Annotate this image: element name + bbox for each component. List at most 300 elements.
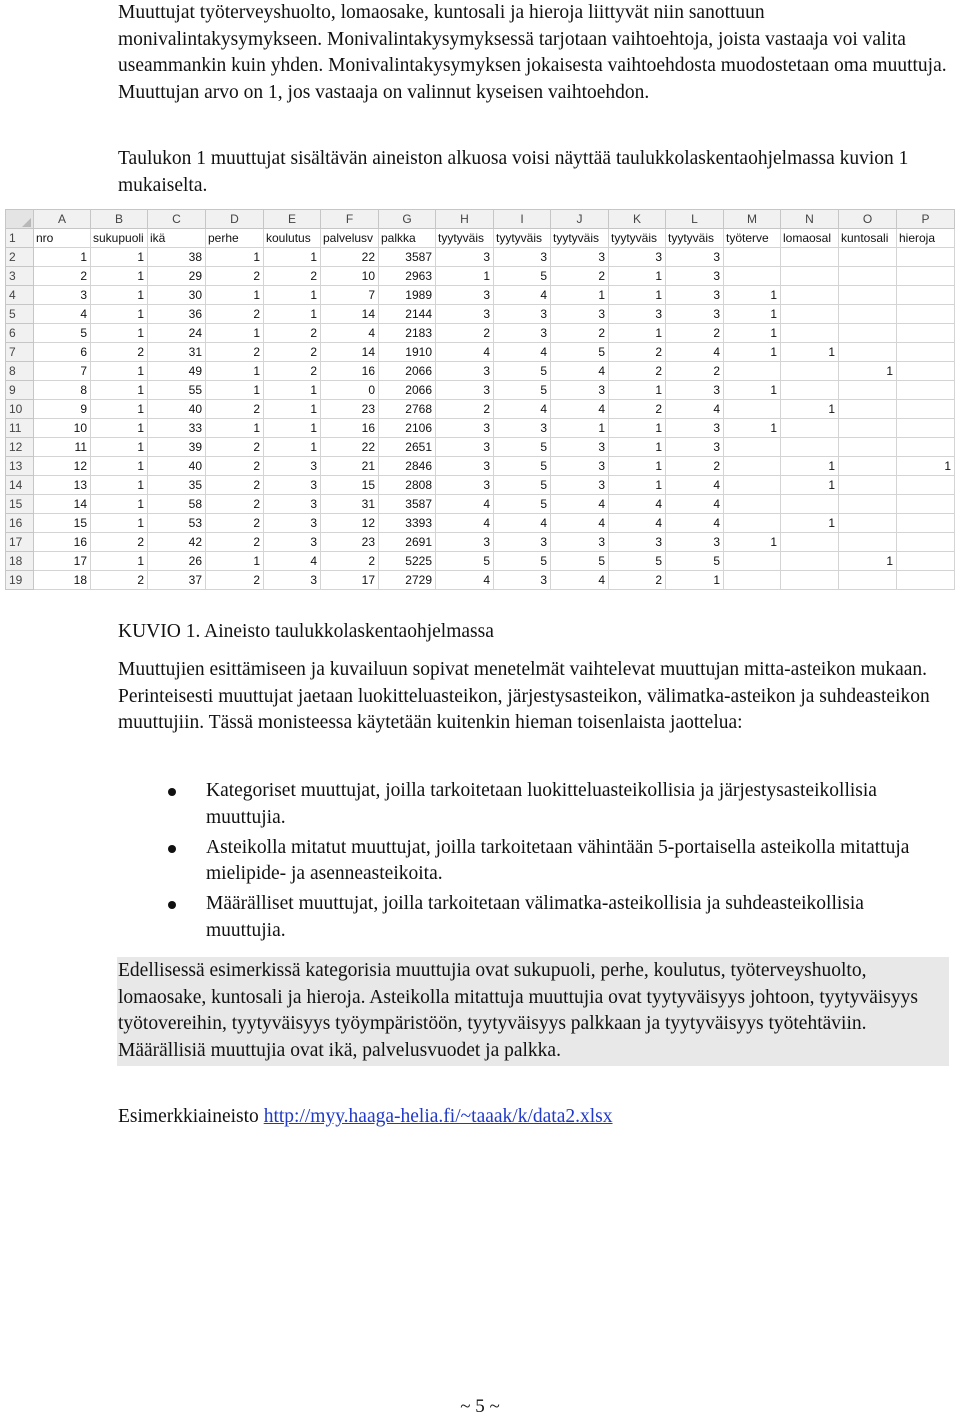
header-cell[interactable]: palkka — [379, 229, 436, 248]
data-cell[interactable]: 2 — [206, 343, 264, 362]
column-header-n[interactable]: N — [781, 210, 839, 229]
data-cell[interactable]: 23 — [321, 400, 379, 419]
data-cell[interactable] — [839, 324, 897, 343]
data-cell[interactable]: 1 — [781, 400, 839, 419]
data-cell[interactable]: 14 — [34, 495, 91, 514]
row-number[interactable]: 13 — [6, 457, 34, 476]
data-cell[interactable]: 1 — [91, 419, 148, 438]
data-cell[interactable]: 1 — [34, 248, 91, 267]
data-cell[interactable] — [839, 381, 897, 400]
data-cell[interactable]: 5 — [494, 267, 551, 286]
data-cell[interactable]: 3 — [551, 533, 609, 552]
data-cell[interactable]: 1 — [91, 362, 148, 381]
data-cell[interactable]: 3 — [264, 514, 321, 533]
data-cell[interactable] — [839, 476, 897, 495]
data-cell[interactable]: 2 — [91, 571, 148, 590]
header-cell[interactable]: perhe — [206, 229, 264, 248]
column-header-l[interactable]: L — [666, 210, 724, 229]
row-number[interactable]: 8 — [6, 362, 34, 381]
data-cell[interactable]: 4 — [666, 343, 724, 362]
data-cell[interactable] — [897, 267, 955, 286]
data-cell[interactable]: 6 — [34, 343, 91, 362]
data-cell[interactable]: 1 — [264, 400, 321, 419]
data-cell[interactable] — [781, 286, 839, 305]
data-cell[interactable]: 39 — [148, 438, 206, 457]
data-cell[interactable]: 1 — [551, 286, 609, 305]
data-cell[interactable]: 1 — [91, 381, 148, 400]
header-cell[interactable]: tyytyväis — [436, 229, 494, 248]
row-number[interactable]: 3 — [6, 267, 34, 286]
data-cell[interactable]: 2 — [436, 324, 494, 343]
data-cell[interactable] — [839, 305, 897, 324]
data-cell[interactable]: 1 — [839, 362, 897, 381]
data-cell[interactable]: 4 — [551, 571, 609, 590]
data-cell[interactable] — [897, 476, 955, 495]
data-cell[interactable]: 5 — [494, 476, 551, 495]
data-cell[interactable]: 2808 — [379, 476, 436, 495]
data-cell[interactable]: 49 — [148, 362, 206, 381]
row-number[interactable]: 12 — [6, 438, 34, 457]
data-cell[interactable] — [897, 571, 955, 590]
data-cell[interactable]: 2 — [34, 267, 91, 286]
data-cell[interactable]: 1 — [724, 343, 781, 362]
data-cell[interactable]: 33 — [148, 419, 206, 438]
row-number[interactable]: 1 — [6, 229, 34, 248]
data-cell[interactable] — [724, 552, 781, 571]
data-cell[interactable]: 4 — [551, 495, 609, 514]
row-number[interactable]: 17 — [6, 533, 34, 552]
data-cell[interactable]: 1 — [609, 324, 666, 343]
data-cell[interactable]: 2768 — [379, 400, 436, 419]
column-header-o[interactable]: O — [839, 210, 897, 229]
data-cell[interactable]: 10 — [321, 267, 379, 286]
data-cell[interactable] — [724, 267, 781, 286]
data-cell[interactable]: 2846 — [379, 457, 436, 476]
data-cell[interactable]: 5 — [34, 324, 91, 343]
data-cell[interactable]: 1 — [724, 419, 781, 438]
data-cell[interactable]: 3 — [494, 324, 551, 343]
data-cell[interactable]: 4 — [666, 476, 724, 495]
data-cell[interactable] — [839, 267, 897, 286]
data-cell[interactable]: 1 — [206, 381, 264, 400]
data-cell[interactable]: 1 — [91, 495, 148, 514]
data-cell[interactable] — [839, 533, 897, 552]
data-cell[interactable] — [839, 514, 897, 533]
data-cell[interactable]: 5 — [551, 552, 609, 571]
data-cell[interactable] — [781, 419, 839, 438]
data-cell[interactable]: 4 — [494, 286, 551, 305]
data-cell[interactable] — [839, 419, 897, 438]
data-cell[interactable]: 2066 — [379, 381, 436, 400]
data-cell[interactable]: 3 — [436, 438, 494, 457]
data-cell[interactable]: 3 — [551, 305, 609, 324]
data-cell[interactable]: 37 — [148, 571, 206, 590]
example-data-link[interactable]: http://myy.haaga-helia.fi/~taaak/k/data2.xlsx — [263, 1106, 613, 1127]
data-cell[interactable]: 2 — [551, 324, 609, 343]
data-cell[interactable]: 2651 — [379, 438, 436, 457]
data-cell[interactable]: 5 — [494, 457, 551, 476]
data-cell[interactable]: 1 — [91, 324, 148, 343]
data-cell[interactable]: 3393 — [379, 514, 436, 533]
data-cell[interactable]: 16 — [34, 533, 91, 552]
data-cell[interactable] — [724, 571, 781, 590]
data-cell[interactable]: 3 — [436, 419, 494, 438]
data-cell[interactable] — [724, 438, 781, 457]
data-cell[interactable] — [781, 438, 839, 457]
data-cell[interactable]: 2 — [206, 495, 264, 514]
data-cell[interactable]: 3 — [494, 571, 551, 590]
data-cell[interactable]: 7 — [321, 286, 379, 305]
row-number[interactable]: 9 — [6, 381, 34, 400]
data-cell[interactable]: 13 — [34, 476, 91, 495]
data-cell[interactable]: 4 — [666, 400, 724, 419]
data-cell[interactable]: 3 — [436, 457, 494, 476]
header-cell[interactable]: tyytyväis — [666, 229, 724, 248]
data-cell[interactable] — [781, 571, 839, 590]
data-cell[interactable]: 1 — [781, 476, 839, 495]
data-cell[interactable]: 2 — [264, 324, 321, 343]
data-cell[interactable]: 3587 — [379, 248, 436, 267]
data-cell[interactable]: 3 — [666, 381, 724, 400]
select-all-corner[interactable] — [6, 210, 34, 229]
data-cell[interactable]: 30 — [148, 286, 206, 305]
data-cell[interactable] — [897, 438, 955, 457]
row-number[interactable]: 15 — [6, 495, 34, 514]
data-cell[interactable]: 1 — [724, 286, 781, 305]
data-cell[interactable] — [839, 571, 897, 590]
row-number[interactable]: 19 — [6, 571, 34, 590]
data-cell[interactable]: 5 — [494, 438, 551, 457]
data-cell[interactable] — [897, 381, 955, 400]
data-cell[interactable] — [897, 514, 955, 533]
data-cell[interactable]: 4 — [551, 514, 609, 533]
data-cell[interactable]: 11 — [34, 438, 91, 457]
data-cell[interactable]: 1 — [264, 305, 321, 324]
data-cell[interactable] — [724, 495, 781, 514]
data-cell[interactable]: 1 — [781, 343, 839, 362]
data-cell[interactable]: 2 — [91, 533, 148, 552]
data-cell[interactable] — [897, 286, 955, 305]
data-cell[interactable]: 4 — [666, 495, 724, 514]
data-cell[interactable]: 18 — [34, 571, 91, 590]
column-header-h[interactable]: H — [436, 210, 494, 229]
data-cell[interactable]: 4 — [666, 514, 724, 533]
data-cell[interactable]: 5225 — [379, 552, 436, 571]
data-cell[interactable]: 3 — [666, 267, 724, 286]
data-cell[interactable]: 2 — [609, 571, 666, 590]
data-cell[interactable]: 2183 — [379, 324, 436, 343]
data-cell[interactable] — [897, 552, 955, 571]
data-cell[interactable]: 3 — [436, 476, 494, 495]
column-header-p[interactable]: P — [897, 210, 955, 229]
data-cell[interactable]: 1 — [206, 419, 264, 438]
data-cell[interactable]: 1 — [724, 324, 781, 343]
data-cell[interactable]: 3 — [666, 438, 724, 457]
data-cell[interactable]: 1 — [609, 267, 666, 286]
data-cell[interactable]: 3 — [436, 381, 494, 400]
data-cell[interactable] — [724, 400, 781, 419]
data-cell[interactable]: 10 — [34, 419, 91, 438]
row-number[interactable]: 5 — [6, 305, 34, 324]
data-cell[interactable]: 1 — [206, 286, 264, 305]
data-cell[interactable]: 1 — [551, 419, 609, 438]
data-cell[interactable]: 2 — [206, 438, 264, 457]
data-cell[interactable]: 4 — [494, 400, 551, 419]
row-number[interactable]: 10 — [6, 400, 34, 419]
data-cell[interactable] — [839, 400, 897, 419]
data-cell[interactable]: 3 — [494, 305, 551, 324]
data-cell[interactable] — [839, 495, 897, 514]
data-cell[interactable]: 3 — [666, 248, 724, 267]
data-cell[interactable]: 3 — [436, 305, 494, 324]
data-cell[interactable]: 58 — [148, 495, 206, 514]
data-cell[interactable]: 2 — [609, 400, 666, 419]
header-cell[interactable]: sukupuoli — [91, 229, 148, 248]
data-cell[interactable] — [724, 514, 781, 533]
data-cell[interactable] — [839, 343, 897, 362]
data-cell[interactable] — [781, 381, 839, 400]
data-cell[interactable] — [897, 324, 955, 343]
data-cell[interactable]: 5 — [436, 552, 494, 571]
data-cell[interactable]: 12 — [321, 514, 379, 533]
data-cell[interactable]: 5 — [609, 552, 666, 571]
data-cell[interactable]: 1 — [436, 267, 494, 286]
data-cell[interactable]: 1 — [781, 457, 839, 476]
column-header-c[interactable]: C — [148, 210, 206, 229]
data-cell[interactable]: 4 — [551, 400, 609, 419]
data-cell[interactable]: 2 — [666, 324, 724, 343]
data-cell[interactable]: 4 — [436, 495, 494, 514]
data-cell[interactable]: 2 — [206, 305, 264, 324]
data-cell[interactable]: 2 — [264, 267, 321, 286]
data-cell[interactable]: 1 — [91, 286, 148, 305]
column-header-m[interactable]: M — [724, 210, 781, 229]
data-cell[interactable]: 22 — [321, 248, 379, 267]
data-cell[interactable]: 1910 — [379, 343, 436, 362]
header-cell[interactable]: koulutus — [264, 229, 321, 248]
column-header-j[interactable]: J — [551, 210, 609, 229]
data-cell[interactable]: 1 — [264, 381, 321, 400]
data-cell[interactable]: 1 — [91, 305, 148, 324]
data-cell[interactable]: 3 — [551, 476, 609, 495]
header-cell[interactable]: lomaosal — [781, 229, 839, 248]
data-cell[interactable]: 2 — [609, 362, 666, 381]
data-cell[interactable]: 3 — [666, 419, 724, 438]
data-cell[interactable]: 2 — [206, 533, 264, 552]
data-cell[interactable] — [897, 343, 955, 362]
data-cell[interactable]: 23 — [321, 533, 379, 552]
row-number[interactable]: 18 — [6, 552, 34, 571]
data-cell[interactable]: 1 — [609, 286, 666, 305]
data-cell[interactable]: 38 — [148, 248, 206, 267]
header-cell[interactable]: kuntosali — [839, 229, 897, 248]
data-cell[interactable] — [839, 286, 897, 305]
data-cell[interactable]: 4 — [436, 514, 494, 533]
data-cell[interactable]: 1 — [91, 552, 148, 571]
data-cell[interactable]: 1 — [724, 305, 781, 324]
data-cell[interactable]: 2144 — [379, 305, 436, 324]
data-cell[interactable]: 3 — [609, 305, 666, 324]
data-cell[interactable]: 2 — [206, 514, 264, 533]
data-cell[interactable] — [724, 476, 781, 495]
data-cell[interactable] — [897, 495, 955, 514]
data-cell[interactable]: 2 — [206, 400, 264, 419]
data-cell[interactable]: 4 — [494, 343, 551, 362]
data-cell[interactable] — [839, 438, 897, 457]
data-cell[interactable] — [781, 324, 839, 343]
data-cell[interactable] — [781, 267, 839, 286]
data-cell[interactable]: 7 — [34, 362, 91, 381]
data-cell[interactable]: 3 — [436, 362, 494, 381]
data-cell[interactable]: 1 — [91, 476, 148, 495]
data-cell[interactable]: 1 — [781, 514, 839, 533]
data-cell[interactable]: 1 — [91, 514, 148, 533]
column-header-k[interactable]: K — [609, 210, 666, 229]
row-number[interactable]: 7 — [6, 343, 34, 362]
data-cell[interactable]: 1 — [91, 438, 148, 457]
row-number[interactable]: 4 — [6, 286, 34, 305]
header-cell[interactable]: tyytyväis — [494, 229, 551, 248]
data-cell[interactable]: 3 — [264, 495, 321, 514]
data-cell[interactable]: 3 — [264, 533, 321, 552]
data-cell[interactable] — [724, 362, 781, 381]
data-cell[interactable]: 5 — [494, 552, 551, 571]
data-cell[interactable]: 2 — [666, 362, 724, 381]
data-cell[interactable]: 5 — [494, 495, 551, 514]
data-cell[interactable]: 5 — [666, 552, 724, 571]
header-cell[interactable]: hieroja — [897, 229, 955, 248]
column-header-g[interactable]: G — [379, 210, 436, 229]
data-cell[interactable]: 1 — [264, 438, 321, 457]
header-cell[interactable]: ikä — [148, 229, 206, 248]
header-cell[interactable]: palvelusv — [321, 229, 379, 248]
header-cell[interactable]: tyytyväis — [551, 229, 609, 248]
data-cell[interactable]: 3 — [666, 533, 724, 552]
data-cell[interactable]: 35 — [148, 476, 206, 495]
data-cell[interactable]: 4 — [609, 514, 666, 533]
data-cell[interactable] — [897, 305, 955, 324]
data-cell[interactable]: 3 — [436, 533, 494, 552]
data-cell[interactable]: 3 — [666, 305, 724, 324]
data-cell[interactable]: 1 — [609, 438, 666, 457]
data-cell[interactable]: 40 — [148, 457, 206, 476]
column-header-e[interactable]: E — [264, 210, 321, 229]
data-cell[interactable]: 5 — [494, 362, 551, 381]
data-cell[interactable]: 3587 — [379, 495, 436, 514]
data-cell[interactable]: 14 — [321, 343, 379, 362]
data-cell[interactable]: 3 — [494, 419, 551, 438]
data-cell[interactable]: 14 — [321, 305, 379, 324]
data-cell[interactable]: 1 — [264, 419, 321, 438]
data-cell[interactable]: 1 — [91, 267, 148, 286]
data-cell[interactable] — [839, 248, 897, 267]
data-cell[interactable]: 5 — [494, 381, 551, 400]
data-cell[interactable]: 1 — [91, 248, 148, 267]
data-cell[interactable]: 3 — [34, 286, 91, 305]
data-cell[interactable]: 2 — [206, 267, 264, 286]
data-cell[interactable]: 55 — [148, 381, 206, 400]
data-cell[interactable]: 1 — [897, 457, 955, 476]
data-cell[interactable]: 4 — [264, 552, 321, 571]
data-cell[interactable]: 8 — [34, 381, 91, 400]
data-cell[interactable]: 1 — [609, 381, 666, 400]
data-cell[interactable]: 29 — [148, 267, 206, 286]
data-cell[interactable]: 1989 — [379, 286, 436, 305]
data-cell[interactable]: 9 — [34, 400, 91, 419]
data-cell[interactable]: 4 — [34, 305, 91, 324]
data-cell[interactable]: 1 — [206, 552, 264, 571]
data-cell[interactable]: 2 — [609, 343, 666, 362]
data-cell[interactable]: 1 — [206, 362, 264, 381]
data-cell[interactable]: 15 — [34, 514, 91, 533]
data-cell[interactable]: 31 — [321, 495, 379, 514]
data-cell[interactable]: 3 — [666, 286, 724, 305]
data-cell[interactable]: 1 — [666, 571, 724, 590]
data-cell[interactable]: 2729 — [379, 571, 436, 590]
data-cell[interactable]: 2 — [206, 476, 264, 495]
row-number[interactable]: 16 — [6, 514, 34, 533]
data-cell[interactable]: 16 — [321, 419, 379, 438]
data-cell[interactable] — [897, 400, 955, 419]
column-header-i[interactable]: I — [494, 210, 551, 229]
data-cell[interactable]: 2691 — [379, 533, 436, 552]
data-cell[interactable]: 26 — [148, 552, 206, 571]
header-cell[interactable]: nro — [34, 229, 91, 248]
data-cell[interactable]: 1 — [839, 552, 897, 571]
data-cell[interactable]: 36 — [148, 305, 206, 324]
data-cell[interactable]: 3 — [609, 248, 666, 267]
data-cell[interactable]: 3 — [551, 248, 609, 267]
data-cell[interactable]: 40 — [148, 400, 206, 419]
data-cell[interactable]: 3 — [551, 457, 609, 476]
column-header-b[interactable]: B — [91, 210, 148, 229]
data-cell[interactable]: 16 — [321, 362, 379, 381]
data-cell[interactable]: 0 — [321, 381, 379, 400]
data-cell[interactable] — [781, 305, 839, 324]
data-cell[interactable]: 2 — [321, 552, 379, 571]
data-cell[interactable]: 4 — [436, 343, 494, 362]
data-cell[interactable]: 1 — [206, 248, 264, 267]
column-header-d[interactable]: D — [206, 210, 264, 229]
data-cell[interactable]: 3 — [551, 381, 609, 400]
data-cell[interactable]: 2 — [551, 267, 609, 286]
data-cell[interactable] — [897, 248, 955, 267]
row-number[interactable]: 14 — [6, 476, 34, 495]
data-cell[interactable]: 4 — [494, 514, 551, 533]
data-cell[interactable] — [897, 362, 955, 381]
data-cell[interactable]: 24 — [148, 324, 206, 343]
row-number[interactable]: 6 — [6, 324, 34, 343]
data-cell[interactable]: 2 — [264, 343, 321, 362]
data-cell[interactable]: 3 — [264, 571, 321, 590]
data-cell[interactable]: 1 — [264, 286, 321, 305]
column-header-a[interactable]: A — [34, 210, 91, 229]
data-cell[interactable]: 2 — [666, 457, 724, 476]
data-cell[interactable] — [724, 457, 781, 476]
data-cell[interactable] — [897, 419, 955, 438]
data-cell[interactable] — [781, 495, 839, 514]
data-cell[interactable]: 3 — [494, 533, 551, 552]
data-cell[interactable]: 1 — [724, 533, 781, 552]
data-cell[interactable]: 4 — [609, 495, 666, 514]
data-cell[interactable]: 1 — [609, 419, 666, 438]
data-cell[interactable]: 17 — [321, 571, 379, 590]
data-cell[interactable]: 1 — [91, 457, 148, 476]
data-cell[interactable]: 2066 — [379, 362, 436, 381]
data-cell[interactable] — [781, 248, 839, 267]
row-number[interactable]: 2 — [6, 248, 34, 267]
data-cell[interactable]: 2 — [436, 400, 494, 419]
